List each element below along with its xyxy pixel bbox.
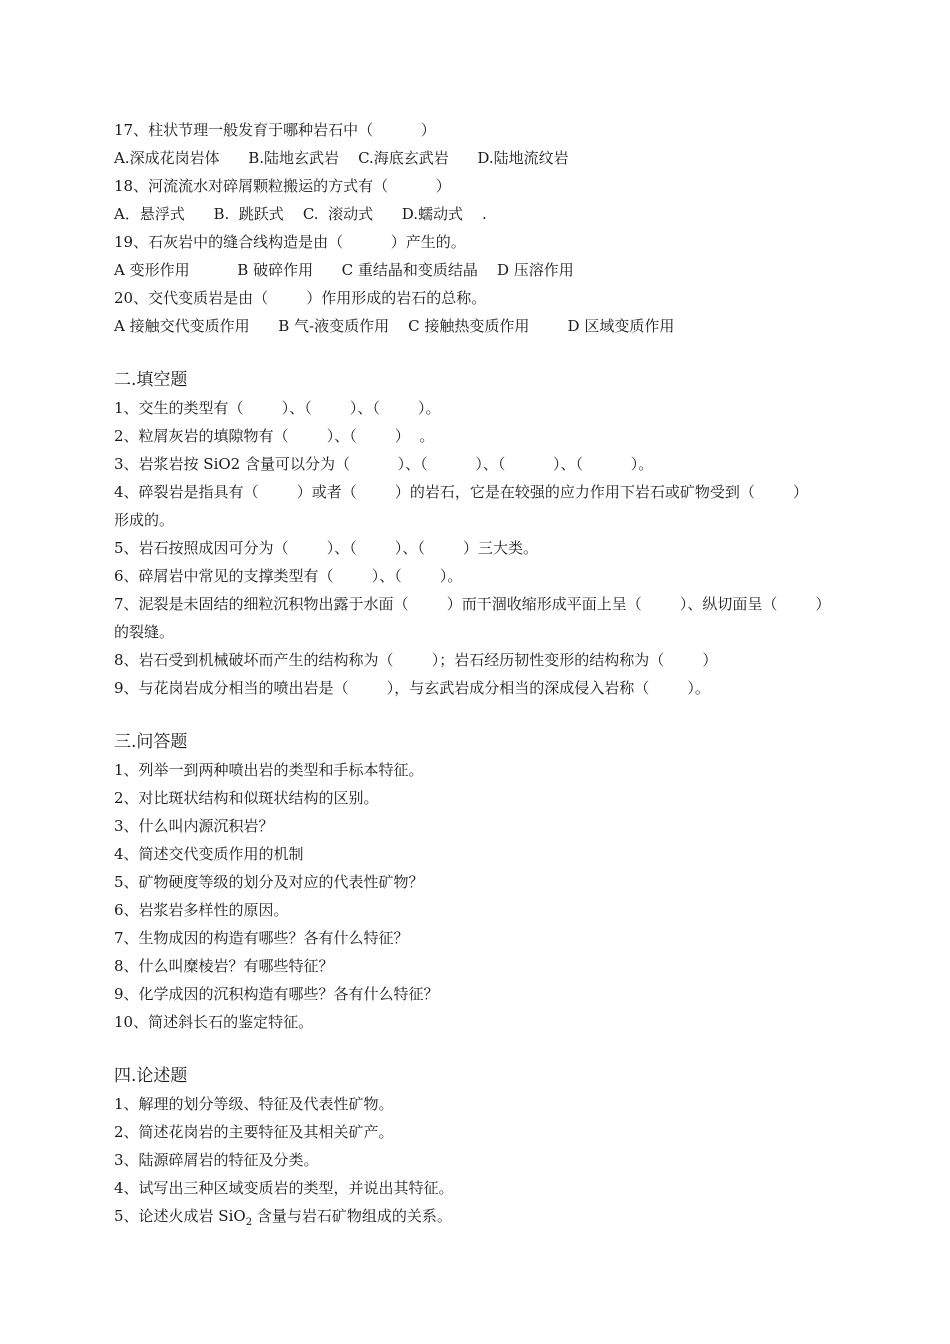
question-17: 17、柱状节理一般发育于哪种岩石中（ ） bbox=[114, 121, 436, 139]
question-18: 18、河流流水对碎屑颗粒搬运的方式有（ ） bbox=[114, 177, 451, 195]
qa-item-1: 1、列举一到两种喷出岩的类型和手标本特征。 bbox=[114, 761, 424, 779]
qa-item-9: 9、化学成因的沉积构造有哪些？各有什么特征？ bbox=[114, 985, 439, 1003]
question-20-options: A 接触交代变质作用 B 气-液变质作用 C 接触热变质作用 D 区域变质作用 bbox=[114, 317, 675, 335]
fill-section-items bbox=[114, 394, 844, 702]
essay-item-4: 4、试写出三种区域变质岩的类型，并说出其特征。 bbox=[114, 1179, 454, 1197]
fill-item-3: 3、岩浆岩按 SiO2 含量可以分为（ ）、（ ）、（ ）、（ ）。 bbox=[114, 455, 654, 473]
qa-item-10: 10、简述斜长石的鉴定特征。 bbox=[114, 1013, 314, 1031]
qa-item-5: 5、矿物硬度等级的划分及对应的代表性矿物？ bbox=[114, 873, 424, 891]
fill-item-4: 4、碎裂岩是指具有（ ）或者（ ）的岩石，它是在较强的应力作用下岩石或矿物受到（ ） bbox=[114, 483, 808, 501]
question-19-options: A 变形作用 B 破碎作用 C 重结晶和变质结晶 D 压溶作用 bbox=[114, 261, 574, 279]
essay-section-title: 四.论述题 bbox=[114, 1066, 188, 1086]
fill-item-5: 5、岩石按照成因可分为（ ）、（ ）、（ ）三大类。 bbox=[114, 539, 538, 557]
essay-section-items bbox=[114, 1090, 844, 1230]
fill-item-9: 9、与花岗岩成分相当的喷出岩是（ ），与玄武岩成分相当的深成侵入岩称（ ）。 bbox=[114, 679, 710, 697]
qa-item-4: 4、简述交代变质作用的机制 bbox=[114, 845, 304, 863]
fill-item-6: 6、碎屑岩中常见的支撑类型有（ ）、（ ）。 bbox=[114, 567, 463, 585]
choice-questions bbox=[114, 116, 844, 340]
question-19: 19、石灰岩中的缝合线构造是由（ ）产生的。 bbox=[114, 233, 466, 251]
question-17-options: A.深成花岗岩体 B.陆地玄武岩 C.海底玄武岩 D.陆地流纹岩 bbox=[114, 149, 569, 167]
fill-item-7-continued: 的裂缝。 bbox=[114, 623, 175, 641]
qa-item-3: 3、什么叫内源沉积岩？ bbox=[114, 817, 274, 835]
fill-item-2: 2、粒屑灰岩的填隙物有（ ）、（ ） 。 bbox=[114, 427, 435, 445]
essay-item-5 bbox=[114, 1202, 844, 1230]
qa-section-title: 三.问答题 bbox=[114, 732, 188, 752]
essay-item-2: 2、简述花岗岩的主要特征及其相关矿产。 bbox=[114, 1123, 394, 1141]
qa-item-6: 6、岩浆岩多样性的原因。 bbox=[114, 901, 289, 919]
essay-item-5-prefix: 5、论述火成岩 SiO bbox=[114, 1207, 246, 1225]
essay-item-5-suffix: 含量与岩石矿物组成的关系。 bbox=[252, 1207, 452, 1225]
qa-item-7: 7、生物成因的构造有哪些？各有什么特征？ bbox=[114, 929, 409, 947]
essay-item-1: 1、解理的划分等级、特征及代表性矿物。 bbox=[114, 1095, 394, 1113]
question-18-options: A．悬浮式 B. 跳跃式 C. 滚动式 D.蠕动式 . bbox=[114, 205, 487, 223]
fill-section-title: 二.填空题 bbox=[114, 370, 188, 390]
fill-item-4-continued: 形成的。 bbox=[114, 511, 175, 529]
fill-item-7: 7、泥裂是未固结的细粒沉积物出露于水面（ ）而干涸收缩形成平面上呈（ ）、纵切面呈（ ） bbox=[114, 595, 831, 613]
fill-item-8: 8、岩石受到机械破坏而产生的结构称为（ ）；岩石经历韧性变形的结构称为（ ） bbox=[114, 651, 718, 669]
essay-item-3: 3、陆源碎屑岩的特征及分类。 bbox=[114, 1151, 319, 1169]
qa-section-items bbox=[114, 756, 844, 1036]
qa-item-2: 2、对比斑状结构和似斑状结构的区别。 bbox=[114, 789, 379, 807]
fill-item-1: 1、交生的类型有（ ）、（ ）、（ ）。 bbox=[114, 399, 441, 417]
essay-item-5-subscript: 2 bbox=[245, 1217, 253, 1228]
question-20: 20、交代变质岩是由（ ）作用形成的岩石的总称。 bbox=[114, 289, 487, 307]
document-content bbox=[114, 116, 844, 1230]
qa-item-8: 8、什么叫糜棱岩？有哪些特征？ bbox=[114, 957, 334, 975]
